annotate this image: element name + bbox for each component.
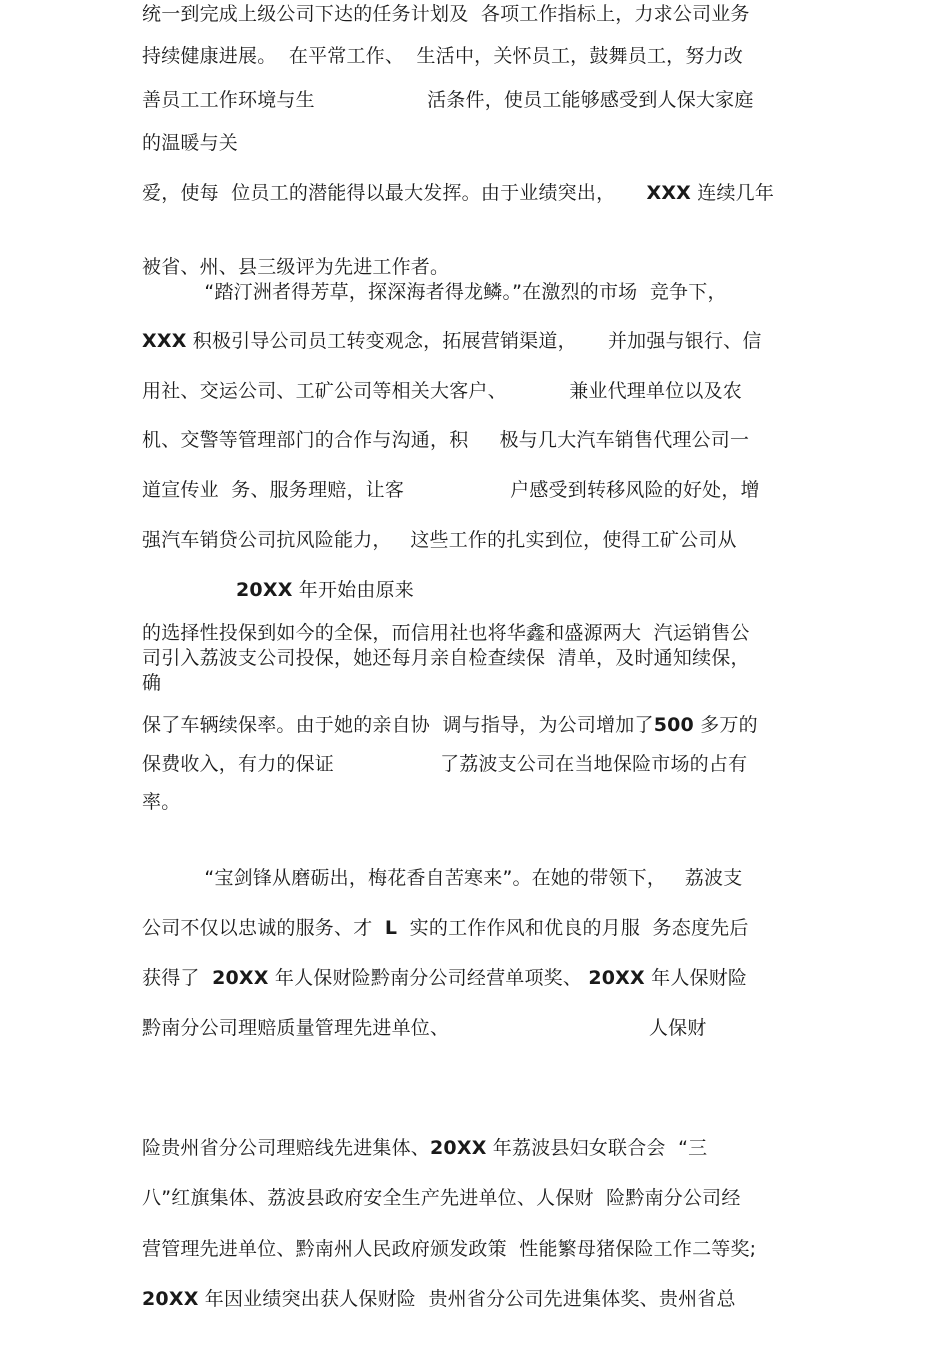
person-name: XXX <box>646 182 692 204</box>
text-line: 爱，使每 位员工的潜能得以最大发挥。由于业绩突出， XXX 连续几年 <box>142 182 775 204</box>
text-line: 的温暖与关 <box>142 132 239 154</box>
text-line: 黔南分公司理赔质量管理先进单位、 人保财 <box>142 1017 707 1039</box>
year-label: 20XX <box>212 967 269 989</box>
year-label: 20XX <box>430 1137 487 1159</box>
text-line: 善员工工作环境与生 活条件，使员工能够感受到人保大家庭 <box>142 89 754 111</box>
text-line: 持续健康进展。 在平常工作、 生活中，关怀员工，鼓舞员工，努力改 <box>142 45 743 67</box>
text-line: 强汽车销贷公司抗风险能力， 这些工作的扎实到位，使得工矿公司从 <box>142 529 737 551</box>
year-label: 20XX <box>142 1288 199 1310</box>
text-line: 保了车辆续保率。由于她的亲自协 调与指导，为公司增加了500 多万的 <box>142 714 758 736</box>
year-label: 20XX <box>236 579 293 601</box>
text-line: 获得了 20XX 年人保财险黔南分公司经营单项奖、 20XX 年人保财险 <box>142 967 748 989</box>
text-line: 20XX 年开始由原来 <box>236 579 414 601</box>
text-line: “踏汀洲者得芳草，探深海者得龙鳞。”在激烈的市场 竞争下， <box>142 281 727 303</box>
text-line: 保费收入，有力的保证 了荔波支公司在当地保险市场的占有 <box>142 753 748 775</box>
text-line: 率。 <box>142 791 181 813</box>
text-line: 统一到完成上级公司下达的任务计划及 各项工作指标上，力求公司业务 <box>142 3 750 25</box>
person-name: XXX <box>142 330 187 352</box>
text-line: 机、交警等管理部门的合作与沟通，积 极与几大汽车销售代理公司一 <box>142 429 750 451</box>
text-line: 道宣传业 务、服务理赔，让客 户感受到转移风险的好处，增 <box>142 479 760 501</box>
year-label: 20XX <box>588 967 645 989</box>
text-line: 司引入荔波支公司投保，她还每月亲自检查续保 清单，及时通知续保， <box>142 647 750 669</box>
text-line: 营管理先进单位、黔南州人民政府颁发政策 性能繁母猪保险工作二等奖; <box>142 1238 757 1260</box>
text-line: 的选择性投保到如今的全保，而信用社也将华鑫和盛源两大 汽运销售公 <box>142 622 750 644</box>
amount-value: 500 <box>653 714 694 736</box>
text-line: 被省、州、县三级评为先进工作者。 <box>142 256 450 278</box>
text-line: “宝剑锋从磨砺出，梅花香自苦寒来”。在她的带领下， 荔波支 <box>142 867 743 889</box>
text-line: 确 <box>142 672 162 694</box>
text-line: 八”红旗集体、荔波县政府安全生产先进单位、人保财 险黔南分公司经 <box>142 1187 741 1209</box>
text-line: XXX 积极引导公司员工转变观念，拓展营销渠道， 并加强与银行、信 <box>142 330 762 352</box>
stray-letter: L <box>384 917 398 939</box>
text-line: 用社、交运公司、工矿公司等相关大客户、 兼业代理单位以及农 <box>142 380 742 402</box>
text-line: 公司不仅以忠诚的服务、才 L 实的工作作风和优良的月服 务态度先后 <box>142 917 749 939</box>
text-line: 20XX 年因业绩突出获人保财险 贵州省分公司先进集体奖、贵州省总 <box>142 1288 736 1310</box>
text-line: 险贵州省分公司理赔线先进集体、20XX 年荔波县妇女联合会 “三 <box>142 1137 708 1159</box>
